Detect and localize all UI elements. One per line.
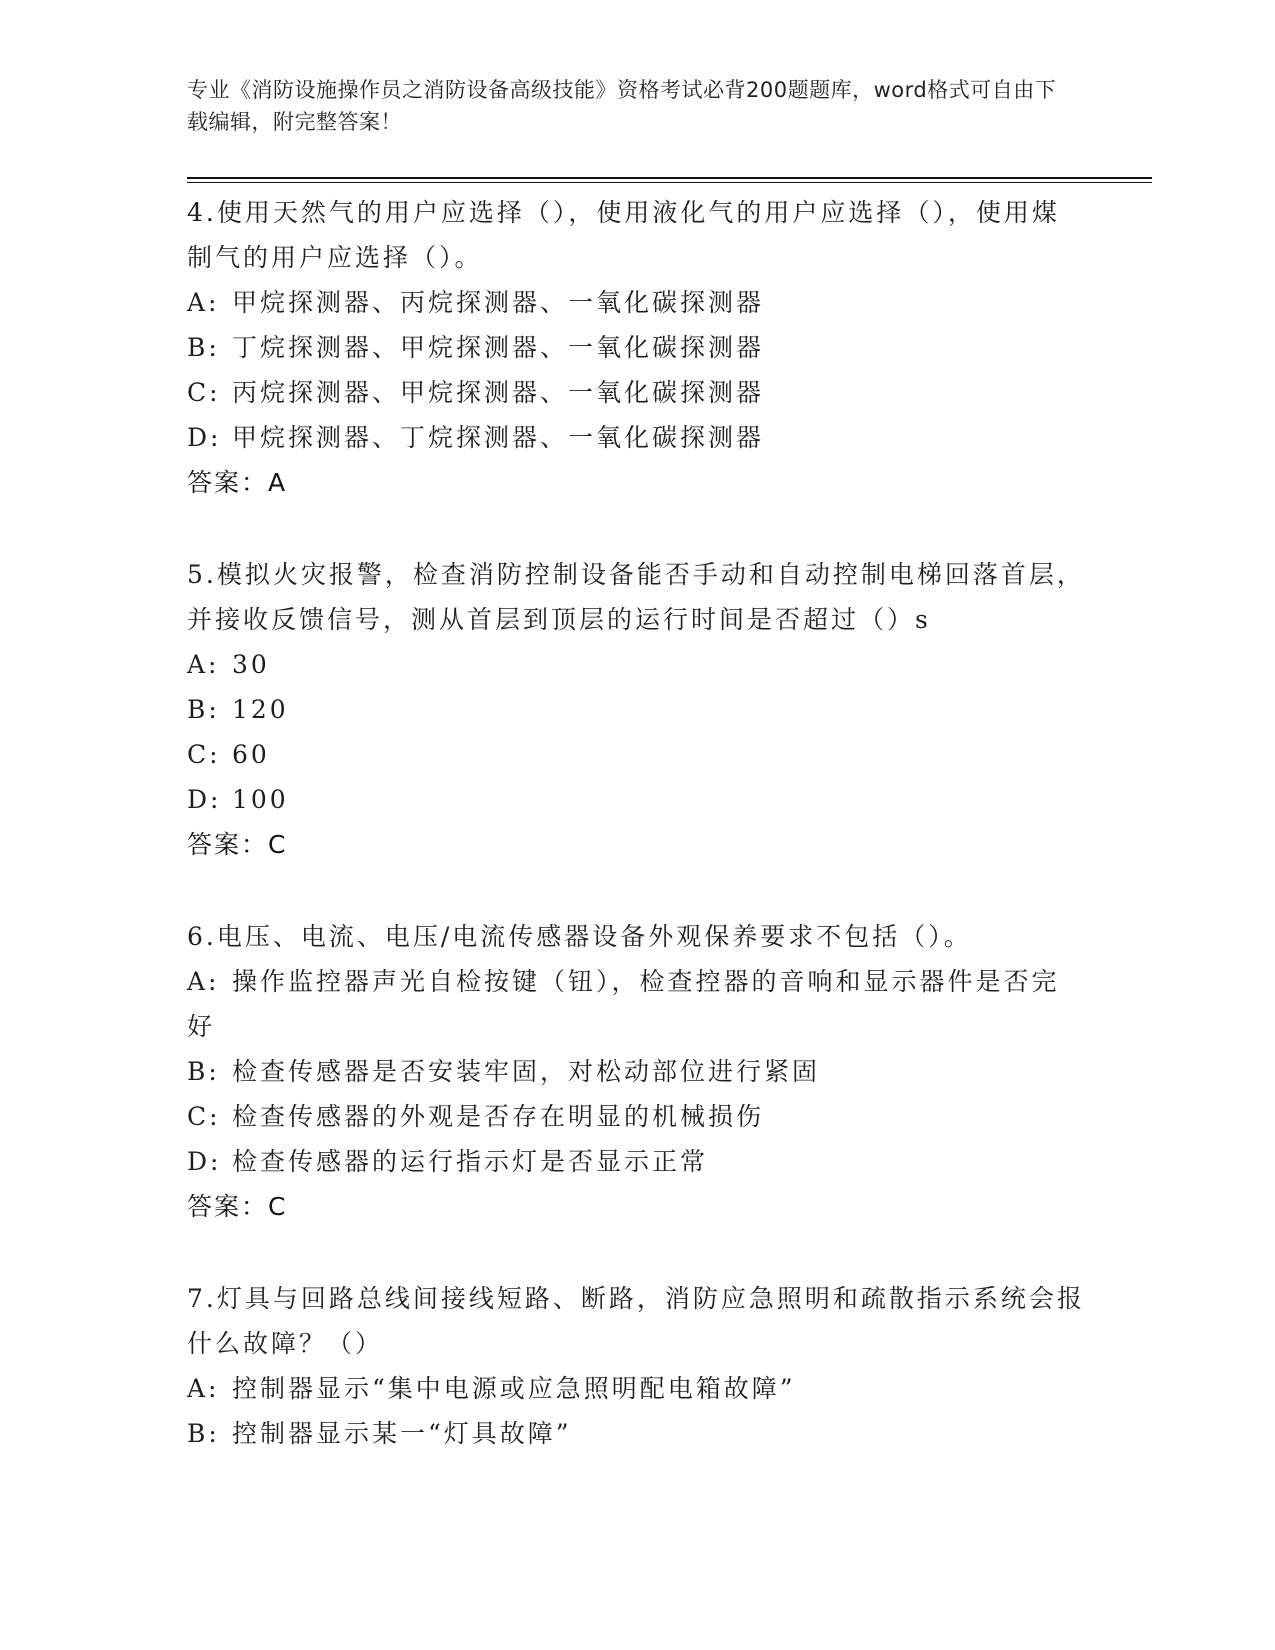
option-text: 控制器显示某一“灯具故障”: [232, 1419, 572, 1448]
option-letter: A:: [187, 967, 220, 996]
option-a: [187, 642, 1087, 687]
option-letter: A:: [187, 1374, 220, 1403]
option-letter: D:: [187, 785, 222, 814]
option-text: 100: [232, 785, 289, 814]
option-text: 控制器显示“集中电源或应急照明配电箱故障”: [232, 1374, 796, 1403]
option-text: 检查传感器是否安装牢固，对松动部位进行紧固: [232, 1057, 821, 1086]
question-stem: 4.使用天然气的用户应选择（），使用液化气的用户应选择（），使用煤制气的用户应选择（）。: [187, 198, 1060, 272]
option-letter: A:: [187, 288, 220, 317]
option-b: [187, 325, 1087, 370]
option-d: [187, 777, 1087, 822]
option-text: 丁烷探测器、甲烷探测器、一氧化碳探测器: [232, 333, 765, 362]
question-5: [187, 552, 1087, 867]
option-d: [187, 415, 1087, 460]
intro-text: 专业《消防设施操作员之消防设备高级技能》资格考试必背200题题库，word格式可自由下载编辑，附完整答案！: [187, 78, 1057, 134]
option-letter: B:: [187, 1057, 220, 1086]
option-letter: C:: [187, 378, 221, 407]
question-4: [187, 190, 1087, 505]
option-d: [187, 1139, 1087, 1184]
option-text: 甲烷探测器、丙烷探测器、一氧化碳探测器: [232, 288, 765, 317]
question-7: [187, 1276, 1087, 1456]
option-text: 30: [232, 650, 270, 679]
option-text: 操作监控器声光自检按键（钮），检查控器的音响和显示器件是否完好: [187, 967, 1060, 1041]
option-a: [187, 1366, 1087, 1411]
question-stem: 6.电压、电流、电压/电流传感器设备外观保养要求不包括（）。: [187, 922, 972, 951]
option-text: 甲烷探测器、丁烷探测器、一氧化碳探测器: [232, 423, 765, 452]
header-rule-thin: [187, 182, 1152, 183]
option-letter: D:: [187, 423, 222, 452]
option-b: [187, 1049, 1087, 1094]
option-text: 120: [232, 695, 289, 724]
option-c: [187, 1094, 1087, 1139]
option-letter: C:: [187, 1102, 221, 1131]
question-stem: 5.模拟火灾报警，检查消防控制设备能否手动和自动控制电梯回落首层，并接收反馈信号，测从首层到顶层的运行时间是否超过（）s: [187, 560, 1085, 634]
option-letter: B:: [187, 695, 220, 724]
option-letter: C:: [187, 740, 221, 769]
answer-line: 答案：C: [187, 1192, 288, 1221]
option-text: 丙烷探测器、甲烷探测器、一氧化碳探测器: [232, 378, 765, 407]
option-text: 检查传感器的外观是否存在明显的机械损伤: [232, 1102, 765, 1131]
option-c: [187, 732, 1087, 777]
option-letter: B:: [187, 333, 220, 362]
option-a: [187, 959, 1087, 1049]
answer-line: 答案：C: [187, 830, 288, 859]
question-6: [187, 914, 1087, 1229]
header-rule-thick: [187, 177, 1152, 179]
question-stem: 7.灯具与回路总线间接线短路、断路，消防应急照明和疏散指示系统会报什么故障？（）: [187, 1284, 1085, 1358]
option-letter: D:: [187, 1147, 222, 1176]
option-letter: A:: [187, 650, 220, 679]
answer-line: 答案：A: [187, 468, 288, 497]
document-intro: [187, 74, 1067, 138]
option-b: [187, 1411, 1087, 1456]
option-c: [187, 370, 1087, 415]
option-b: [187, 687, 1087, 732]
option-letter: B:: [187, 1419, 220, 1448]
option-a: [187, 280, 1087, 325]
option-text: 60: [232, 740, 270, 769]
option-text: 检查传感器的运行指示灯是否显示正常: [232, 1147, 709, 1176]
question-list: [187, 190, 1087, 1503]
